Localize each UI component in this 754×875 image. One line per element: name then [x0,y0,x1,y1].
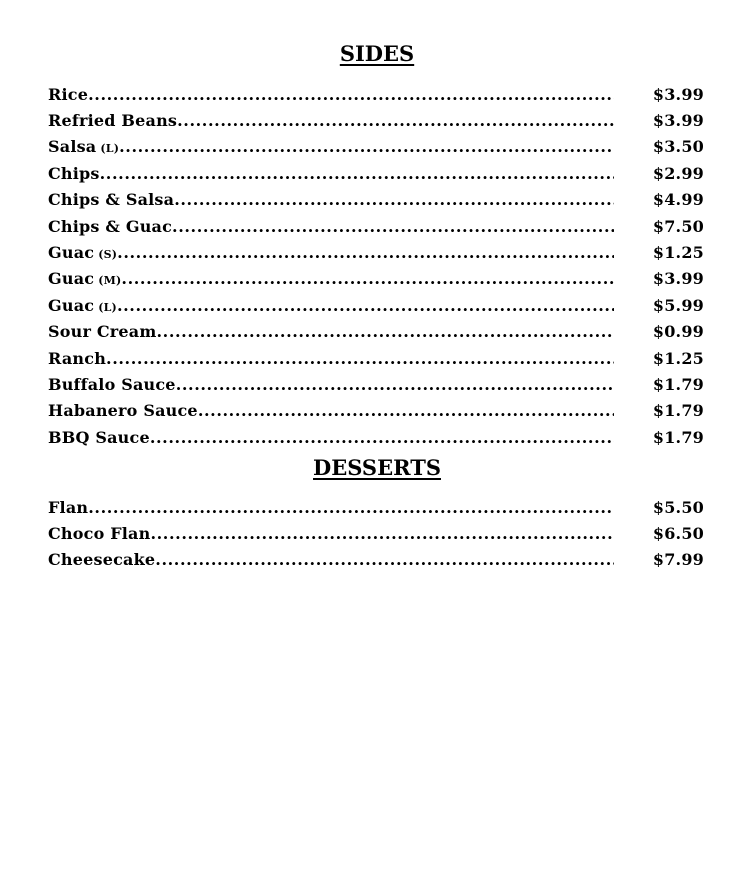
menu-item-name: Guac [48,295,95,315]
menu-item-label-wrap [48,243,614,262]
menu-item-name: Rice [48,84,89,104]
menu-item-label-wrap [48,269,614,288]
menu-item-label-wrap [48,428,614,447]
dot-leader [121,269,614,288]
menu-item-size: (M) [98,274,122,288]
dot-leader [106,349,614,368]
menu-item-price: $3.50 [652,137,704,157]
menu-item-row [48,424,704,450]
menu-item-name: Sour Cream [48,322,157,342]
dot-leader [198,401,614,420]
dot-leader [172,217,614,236]
menu-item-price: $3.99 [652,111,704,131]
menu-item-price: $4.99 [652,190,704,210]
menu-item-row [48,398,704,424]
menu-item-price: $1.25 [652,348,704,368]
menu-item-name: Buffalo Sauce [48,374,176,394]
menu-item-label-wrap [48,524,614,543]
menu-item-label-wrap [48,375,614,394]
menu-item-row [48,107,704,133]
menu-item-row [48,266,704,292]
dot-leader [117,296,614,315]
menu-item-row [48,160,704,186]
menu-item-label-wrap [48,349,614,368]
menu-item-label-wrap [48,550,614,569]
menu-item-name: BBQ Sauce [48,427,150,447]
menu-item-name: Habanero Sauce [48,401,198,421]
menu-item-label-wrap [48,322,614,341]
dot-leader [174,190,614,209]
menu-item-label-wrap [48,164,614,183]
menu-item-label-wrap [48,401,614,420]
menu-item-name: Guac [48,243,95,263]
menu-item-label-wrap [48,296,614,315]
menu-item-price: $5.99 [652,295,704,315]
menu-item-label-wrap [48,137,614,156]
menu-item-label-wrap [48,217,614,236]
menu-item-label-wrap [48,498,614,517]
menu-item-row [48,520,704,546]
menu-item-price: $6.50 [652,524,704,544]
dot-leader [150,524,614,543]
menu-item-price: $1.79 [652,401,704,421]
menu-item-row [48,187,704,213]
menu-item-name: Ranch [48,348,107,368]
menu-item-price: $0.99 [652,322,704,342]
menu-item-row [48,319,704,345]
menu-item-price: $2.99 [652,163,704,183]
dot-leader [100,164,614,183]
menu-item-price: $5.50 [652,497,704,517]
dot-leader [117,243,614,262]
dot-leader [88,85,614,104]
menu-item-name: Flan [48,497,89,517]
menu-item-row [48,239,704,265]
dot-leader [155,550,614,569]
menu-item-row [48,345,704,371]
desserts-heading: DESSERTS [313,455,441,480]
menu-item-label-wrap [48,111,614,130]
menu-item-name: Guac [48,269,95,289]
menu-item-price: $7.99 [652,550,704,570]
dot-leader [88,498,614,517]
menu-item-name: Choco Flan [48,524,151,544]
menu-item-price: $7.50 [652,216,704,236]
menu-item-name: Chips [48,163,100,183]
menu-item-size: (L) [100,142,120,156]
dot-leader [176,375,614,394]
menu-item-row [48,494,704,520]
desserts-list [48,494,704,573]
menu-item-name: Cheesecake [48,550,156,570]
menu-item-row [48,134,704,160]
menu-item-row [48,213,704,239]
menu-item-label-wrap [48,190,614,209]
menu-item-size: (S) [98,248,118,262]
menu-item-price: $1.79 [652,427,704,447]
menu-item-name: Salsa [48,137,97,157]
menu-item-row [48,292,704,318]
dot-leader [119,137,614,156]
menu-item-row [48,371,704,397]
menu-item-price: $1.25 [652,243,704,263]
dot-leader [177,111,614,130]
menu-item-name: Refried Beans [48,111,178,131]
menu-item-row [48,547,704,573]
menu-item-size: (L) [98,300,117,314]
menu-item-name: Chips & Guac [48,216,173,236]
menu-item-price: $1.79 [652,374,704,394]
dot-leader [150,428,614,447]
sides-heading: SIDES [339,41,415,66]
dot-leader [157,322,615,341]
sides-list [48,81,704,450]
menu-item-label-wrap [48,85,614,104]
menu-item-row [48,81,704,107]
menu-item-name: Chips & Salsa [48,190,175,210]
menu-item-price: $3.99 [652,84,704,104]
menu-item-price: $3.99 [652,269,704,289]
